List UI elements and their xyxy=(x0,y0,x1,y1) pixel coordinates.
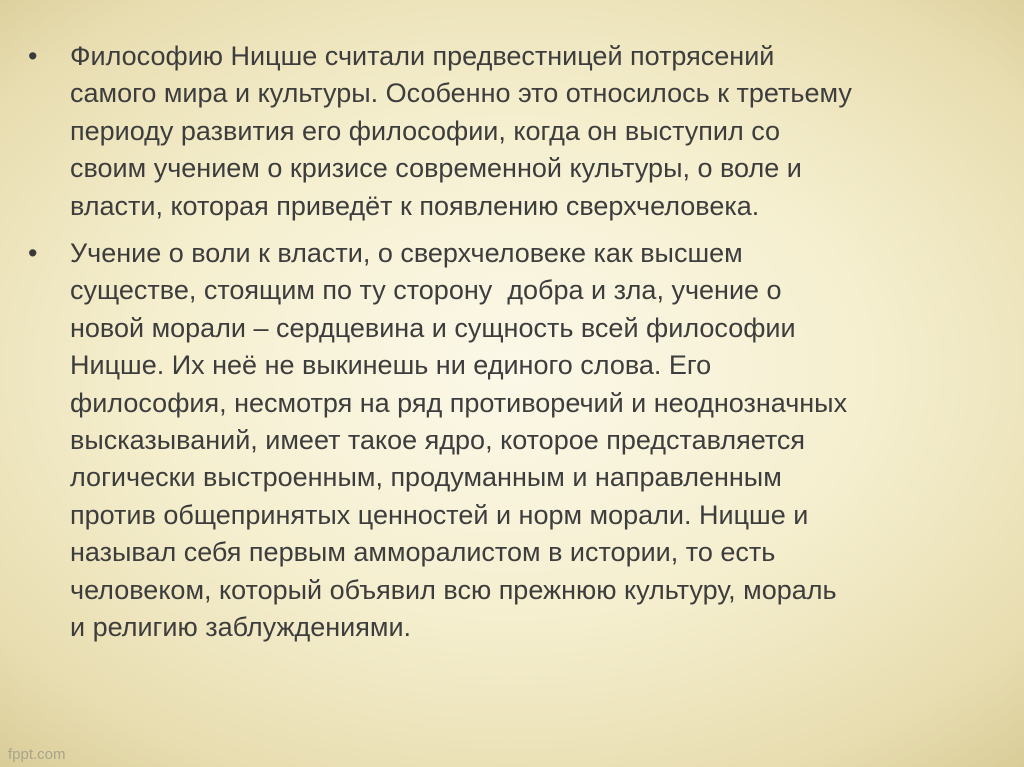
bullet-item-1 xyxy=(28,38,996,225)
bullet-text-2: Учение о воли к власти, о сверхчеловеке как высшем существе, стоящим по ту сторону добра и зла, учение о новой морали – сердцевина и сущность всей философии Ницше. Их неё не выкинешь ни единого слова. Его философия, несмотря на ряд противоречий и неоднозначных высказываний, имеет такое ядро, которое представляется логически выстроенным, продуманным и направленным против общепринятых ценностей и норм морали. Ницше и называл себя первым аммoралистом в истории, то есть человеком, который объявил всю прежнюю культуру, мораль и религию заблуждениями. xyxy=(70,238,848,643)
bullet-item-2 xyxy=(28,235,996,646)
bullet-marker: • xyxy=(28,41,38,71)
footer-watermark: fppt.com xyxy=(8,746,66,763)
bullet-marker: • xyxy=(28,238,38,269)
bullet-text-1: Философию Ницше считали предвестницей потрясений самого мира и культуры. Особенно это относилось к третьему периоду развития его философии, когда он выступил со своим учением о кризисе современной культуры, о воле и власти, которая приведёт к появлению сверхчеловека. xyxy=(70,41,852,221)
slide-content xyxy=(28,38,996,657)
